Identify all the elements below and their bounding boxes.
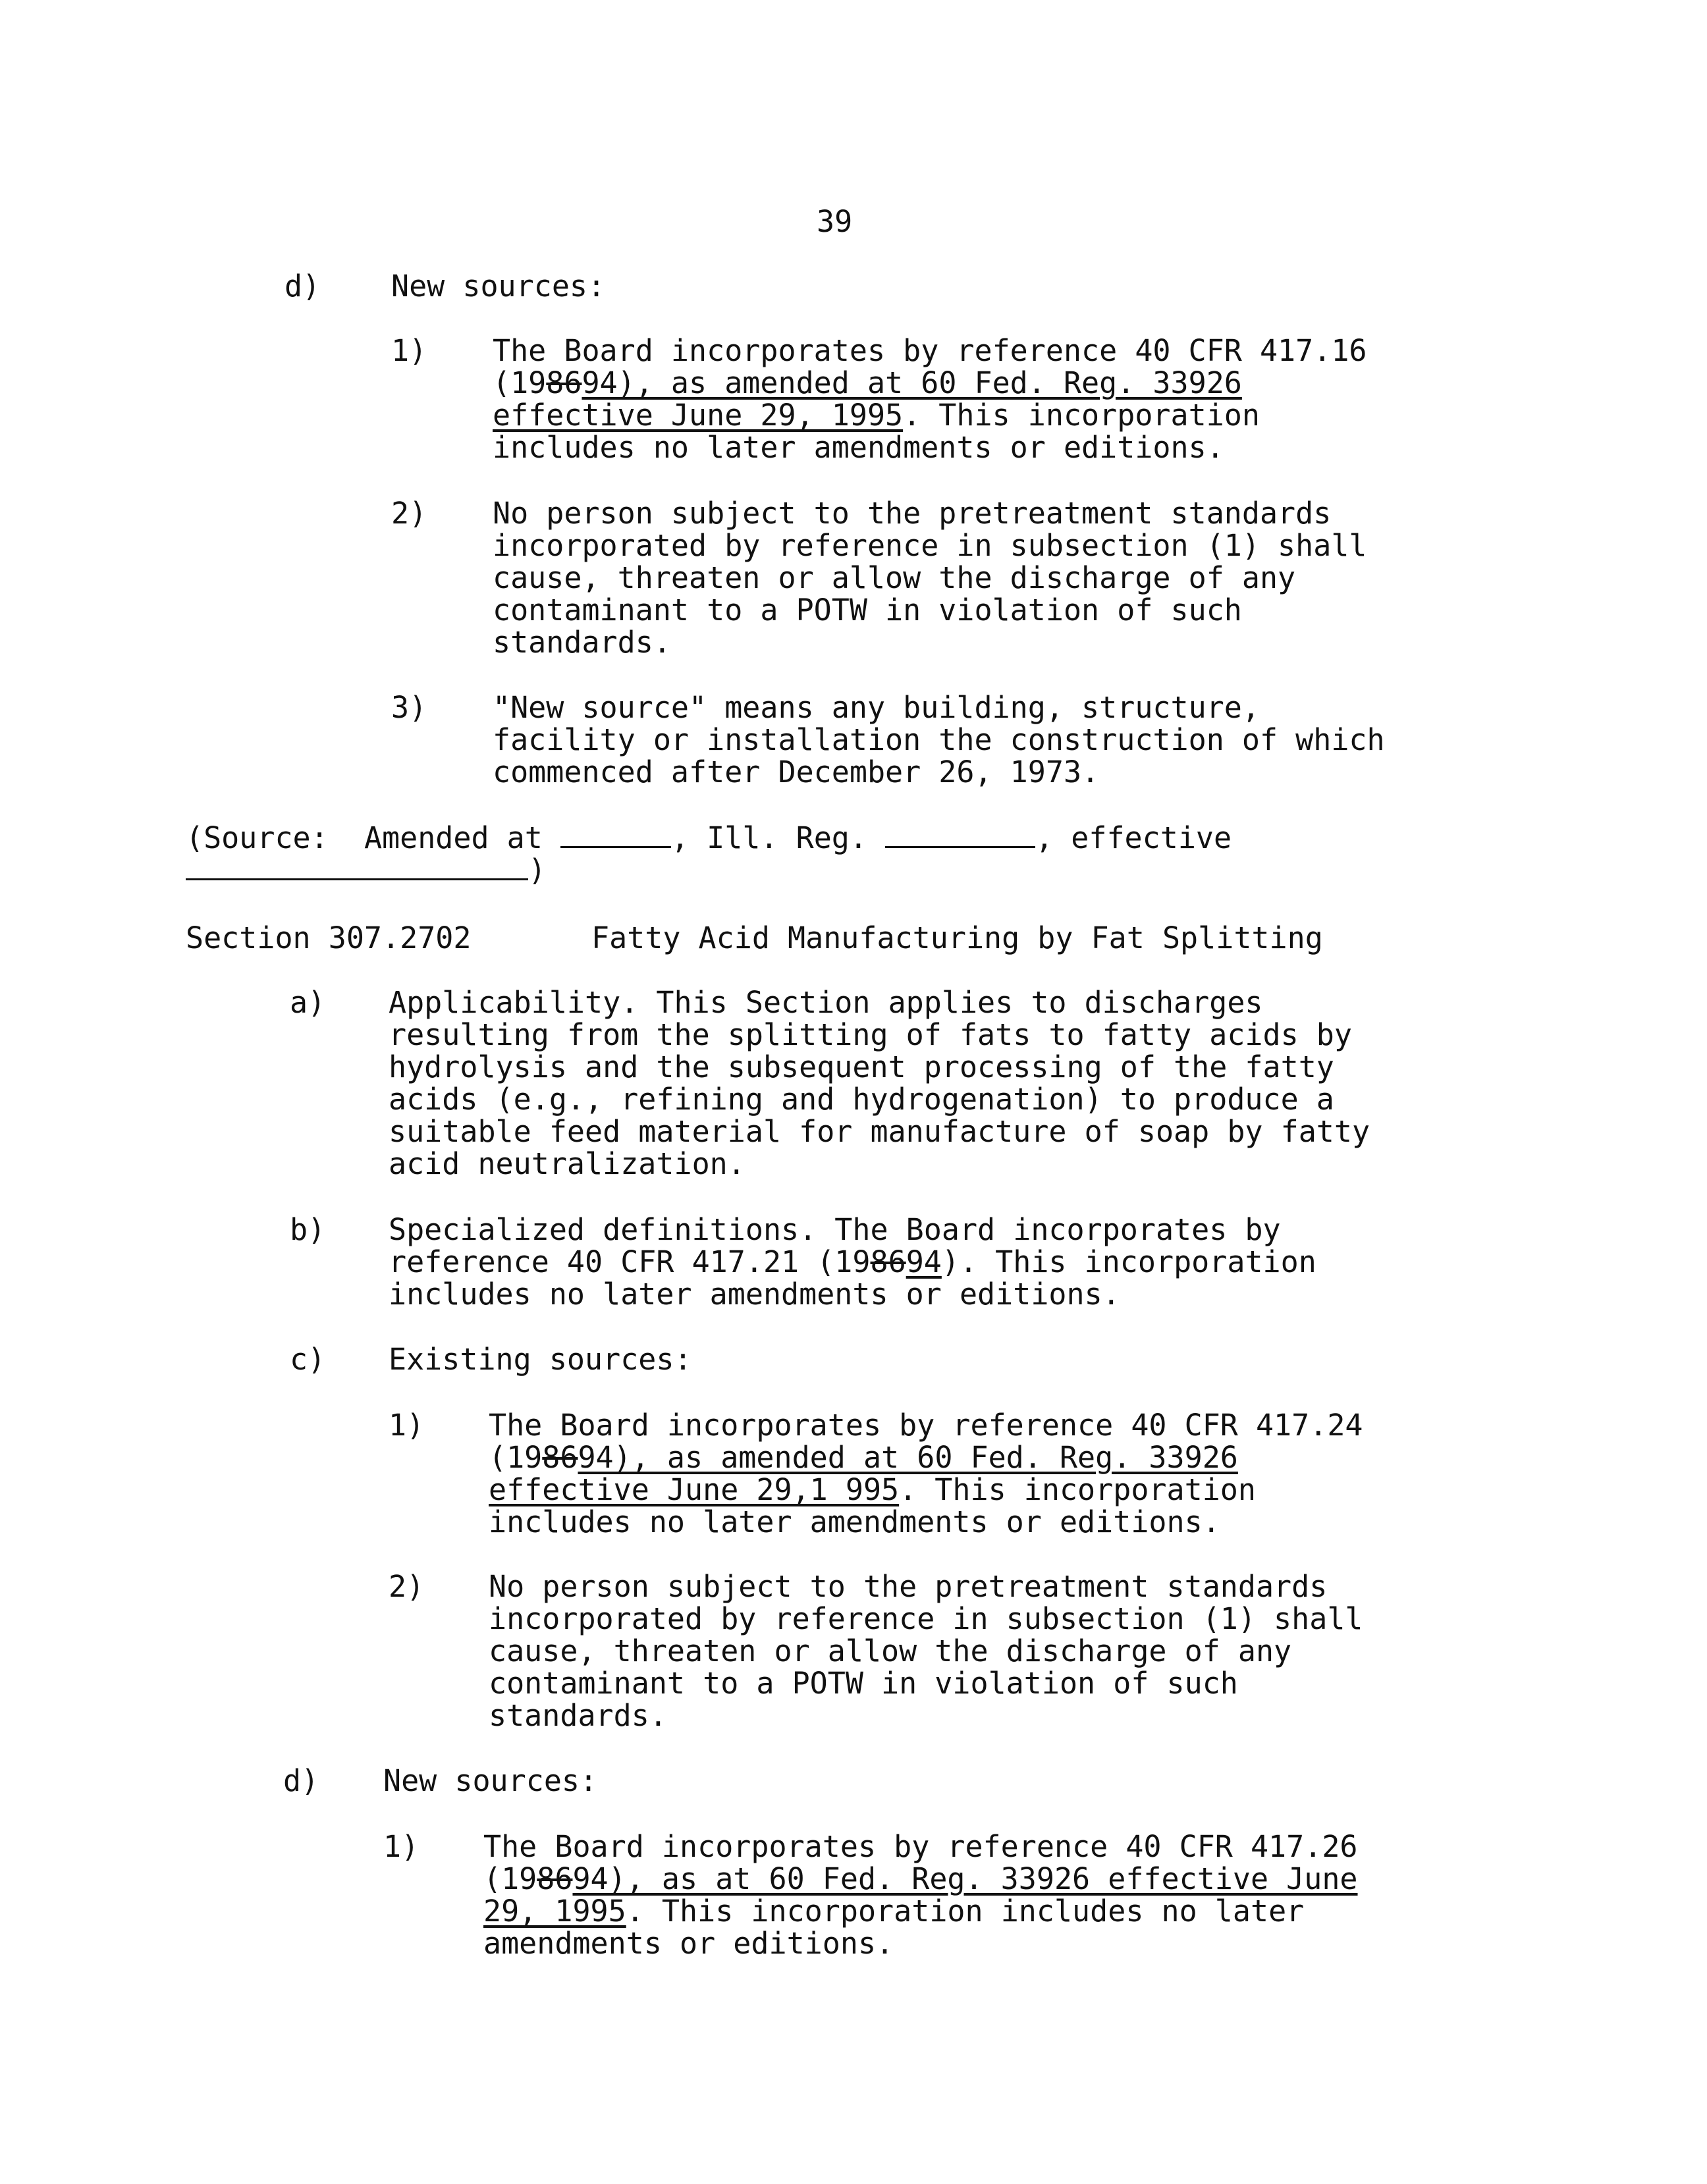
subsection-label-c: c) (290, 1342, 326, 1377)
item-label-1: 1) (391, 333, 427, 368)
definition-paragraph: "New source" means any building, structure, facility or installation the construction of which commenced after December 26, 1973. (493, 690, 1385, 789)
inserted-text: 29, 1995 (483, 1894, 626, 1929)
subsection-label-a: a) (290, 985, 326, 1020)
inserted-text: effective June 29, 1995 (493, 398, 904, 433)
inserted-text: 94), as amended at 60 Fed. Reg. 33926 (578, 1440, 1238, 1475)
incorporation-paragraph: The Board incorporates by reference 40 CFR 417.24 (198694), as amended at 60 Fed. Reg. 33926 effective June 29,1 995. This incorporation includes no later amendments or editions. (489, 1408, 1363, 1539)
struck-text: 86 (537, 1861, 573, 1896)
item-label-1: 1) (389, 1408, 425, 1443)
struck-text: 86 (870, 1244, 906, 1279)
definitions-paragraph: Specialized definitions. The Board incorporates by reference 40 CFR 417.21 (198694). This incorporation includes no later amendments or editions. (389, 1212, 1316, 1312)
subsection-label-d: d) (284, 269, 321, 304)
source-note: (Source: Amended at , Ill. Reg. , effective ) (186, 820, 1232, 888)
subsection-heading: New sources: (391, 269, 606, 304)
prohibition-paragraph: No person subject to the pretreatment standards incorporated by reference in subsection (1) shall cause, threaten or allow the discharge of any contaminant to a POTW in violation of such standards. (493, 496, 1367, 660)
prohibition-paragraph: No person subject to the pretreatment standards incorporated by reference in subsection (1) shall cause, threaten or allow the discharge of any contaminant to a POTW in violation of such standards. (489, 1569, 1363, 1733)
blank-line (560, 824, 671, 848)
applicability-paragraph: Applicability. This Section applies to discharges resulting from the splitting of fats to fatty acids by hydrolysis and the subsequent processing of the fatty acids (e.g., refining and hydrogenation) to produce a suitable feed material for manufacture of soap by fatty acid neutralization. (389, 985, 1370, 1181)
inserted-text: 94), as at 60 Fed. Reg. 33926 effective June (572, 1861, 1358, 1896)
struck-text: 86 (542, 1440, 578, 1475)
page-number: 39 (817, 204, 853, 239)
incorporation-paragraph: The Board incorporates by reference 40 CFR 417.16 (198694), as amended at 60 Fed. Reg. 33926 effective June 29, 1995. This incorporation includes no later amendments or editions. (493, 333, 1367, 465)
subsection-heading: Existing sources: (389, 1342, 692, 1377)
blank-line (186, 856, 528, 880)
item-label-1: 1) (383, 1829, 420, 1864)
item-label-2: 2) (389, 1569, 425, 1604)
section-title: Fatty Acid Manufacturing by Fat Splitting (591, 920, 1323, 955)
inserted-text: effective June 29,1 995 (489, 1472, 900, 1507)
item-label-3: 3) (391, 690, 427, 725)
blank-line (885, 824, 1035, 848)
subsection-heading: New sources: (383, 1763, 598, 1798)
subsection-label-d: d) (283, 1763, 319, 1798)
section-number: Section 307.2702 (186, 920, 472, 955)
item-label-2: 2) (391, 496, 427, 531)
struck-text: 86 (546, 365, 582, 400)
inserted-text: 94 (906, 1244, 942, 1279)
subsection-label-b: b) (290, 1212, 326, 1247)
inserted-text: 94), as amended at 60 Fed. Reg. 33926 (582, 365, 1242, 400)
incorporation-paragraph: The Board incorporates by reference 40 CFR 417.26 (198694), as at 60 Fed. Reg. 33926 effective June 29, 1995. This incorporation includes no later amendments or editions. (483, 1829, 1358, 1961)
